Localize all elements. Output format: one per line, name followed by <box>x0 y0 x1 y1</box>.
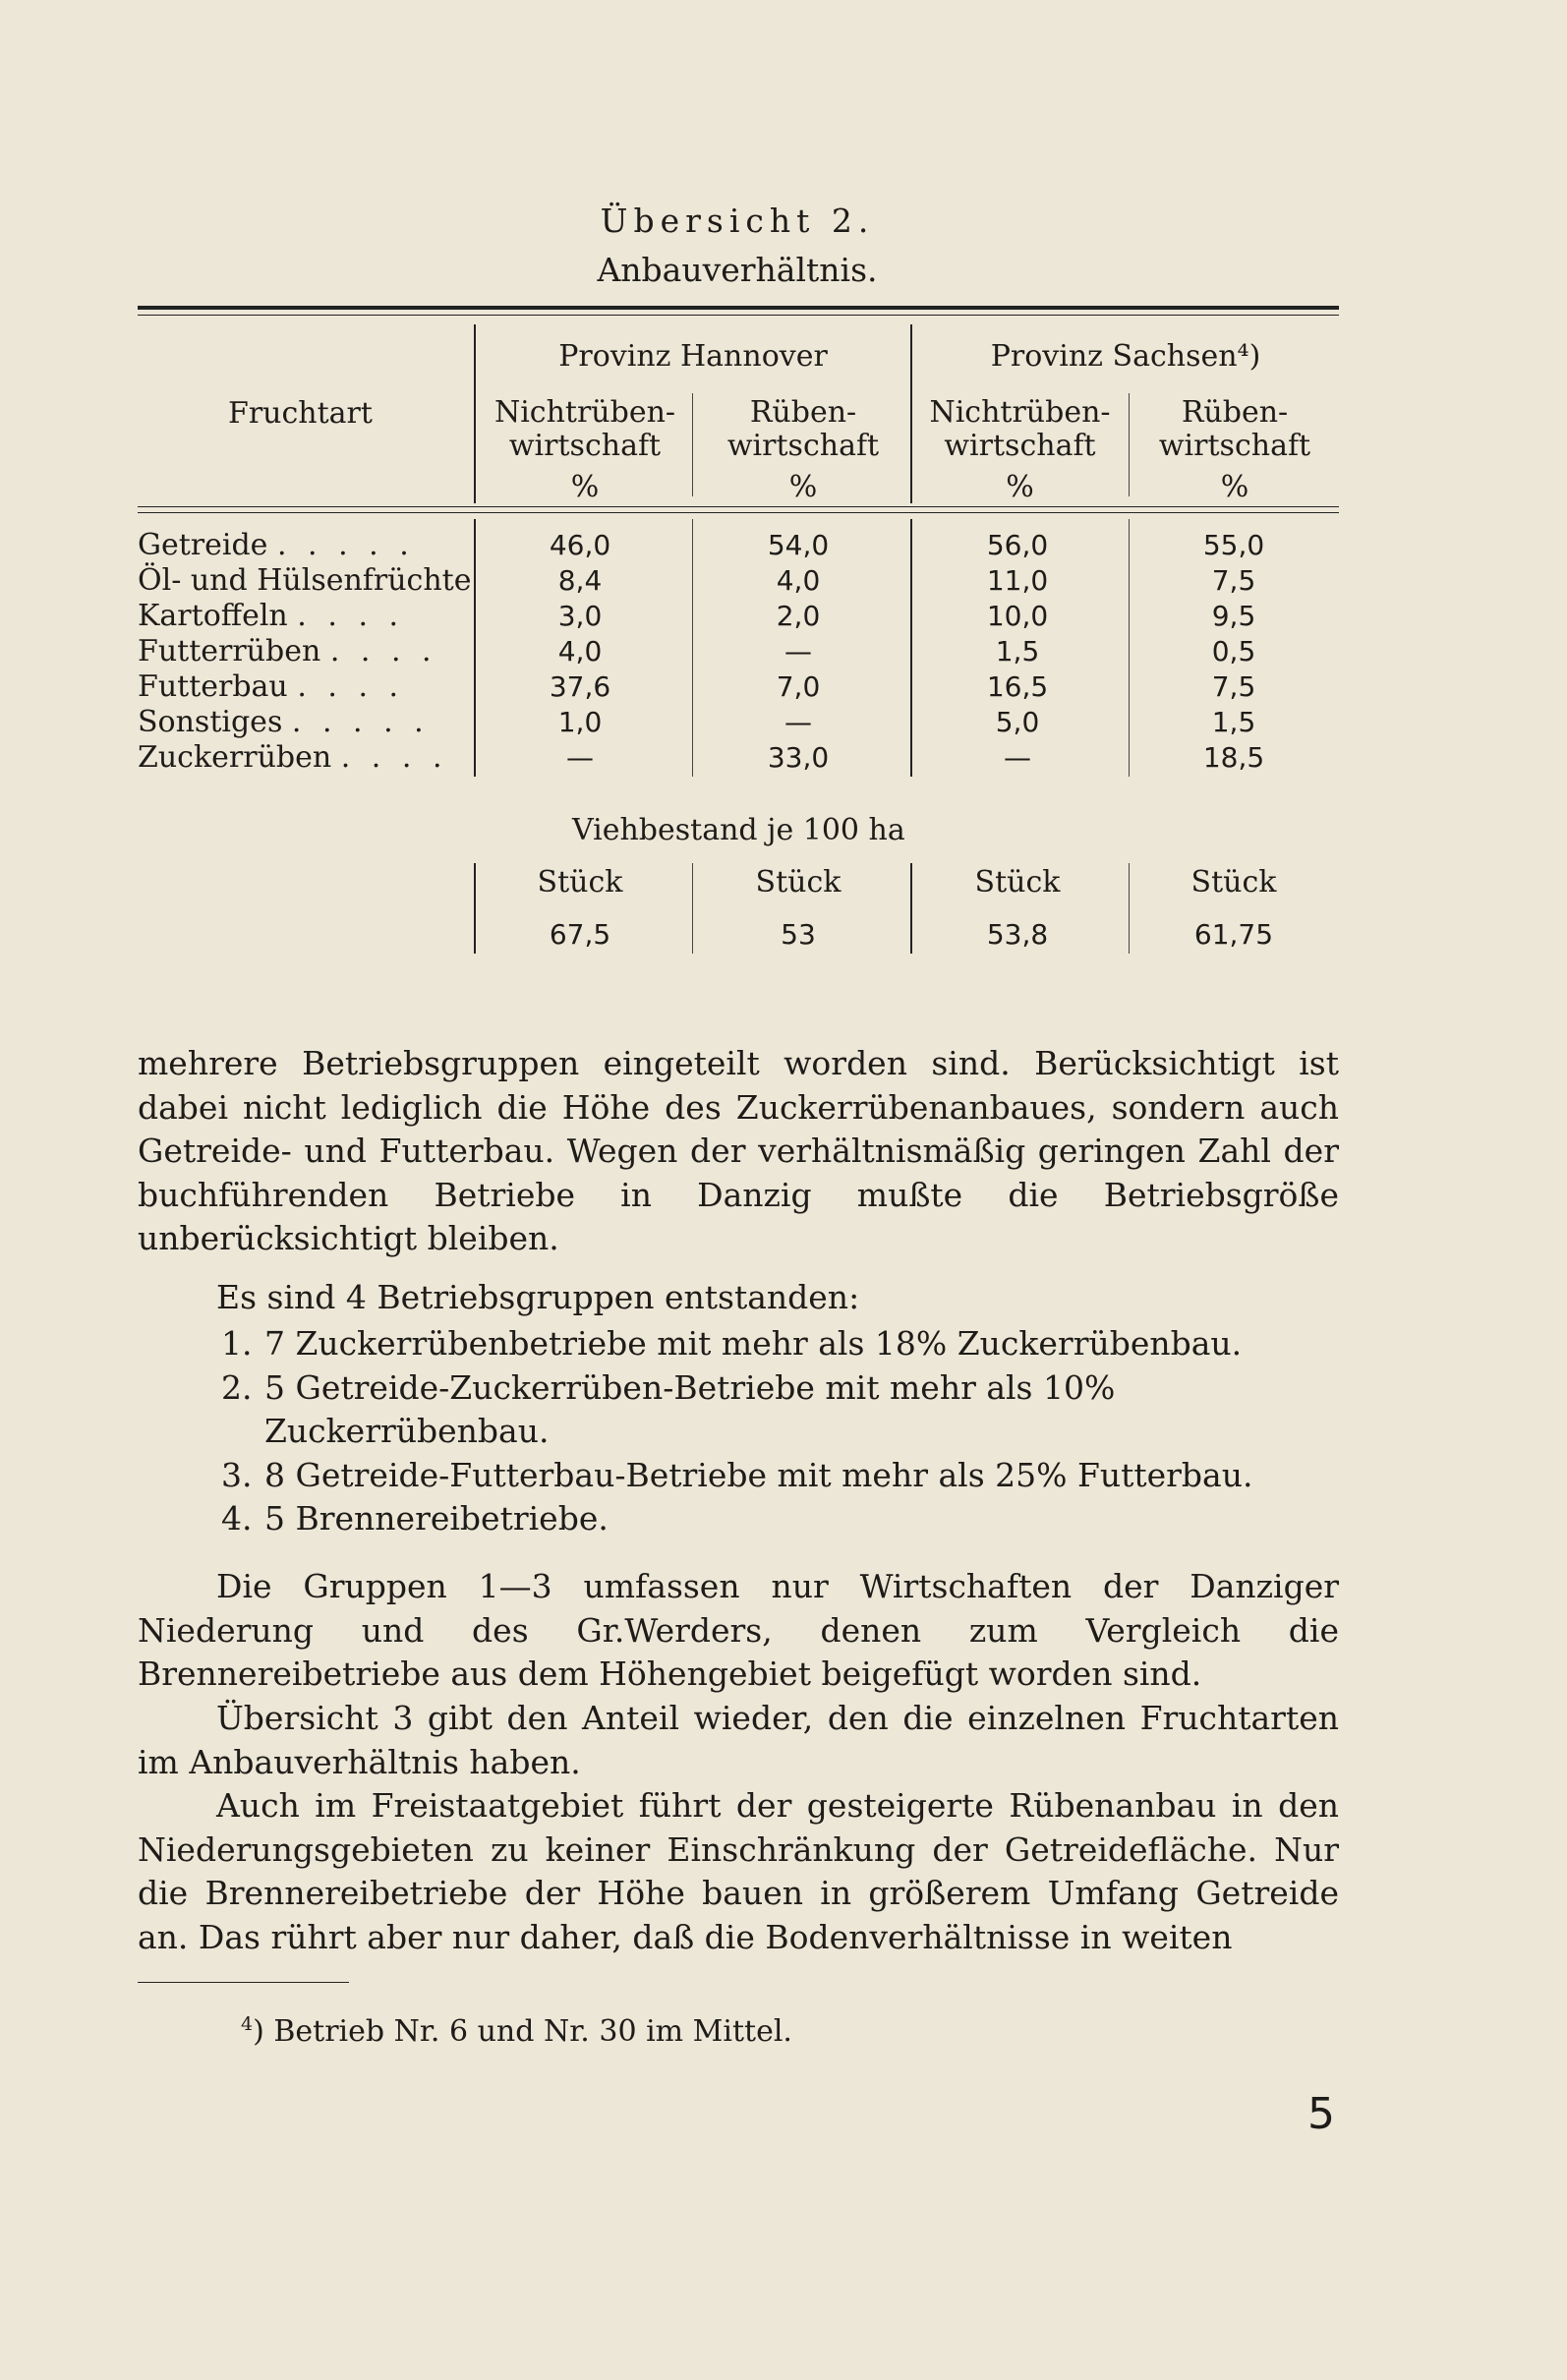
subheader-4-line2: wirtschaft <box>1158 429 1311 463</box>
row-label: Futterbau <box>138 669 288 704</box>
row-value: 7,0 <box>776 670 821 703</box>
row-value: 5,0 <box>995 706 1040 738</box>
livestock-unit: Stück <box>755 865 842 900</box>
row-label: Kartoffeln <box>138 599 288 633</box>
paragraph-5: Auch im Freistaatgebiet führt der gesteigerte Rübenanbau in den Niederungsgebieten zu keiner Einschränkung der Getreidefläche. Nur die Brennereibetriebe der Höhe bauen in größerem Umfang Getreide an. Das rührt aber nur daher, daß die Bodenverhältnisse in weiten <box>138 1786 1339 1956</box>
livestock-divider-4 <box>1129 863 1130 954</box>
livestock-divider-1 <box>474 863 476 954</box>
paragraph-2: Es sind 4 Betriebsgruppen entstanden: <box>216 1278 860 1316</box>
row-dots: . . . . . <box>276 528 415 562</box>
subheader-1-line2: wirtschaft <box>508 429 662 463</box>
row-label: Zuckerrüben <box>138 740 332 775</box>
subheader-1-unit: % <box>570 470 600 504</box>
subheader-2-unit: % <box>788 470 818 504</box>
row-value: — <box>784 706 812 738</box>
row-dots: . . . . <box>340 740 448 775</box>
subheader-4-line1: Rüben- <box>1181 395 1289 430</box>
footnote <box>241 2013 792 2049</box>
livestock-value: 67,5 <box>549 918 611 951</box>
row-dots: . . . . <box>297 669 405 704</box>
livestock-unit: Stück <box>974 865 1061 900</box>
list-item: 4. 5 Brennereibetriebe. <box>221 1499 609 1538</box>
footnote-text: ) Betrieb Nr. 6 und Nr. 30 im Mittel. <box>253 2014 792 2049</box>
list-item: 3. 8 Getreide-Futterbau-Betriebe mit mehr als 25% Futterbau. <box>221 1455 1253 1494</box>
row-value: 10,0 <box>986 600 1049 632</box>
subheader-3-unit: % <box>1006 470 1034 504</box>
list-item: 2. 5 Getreide-Zuckerrüben-Betriebe mit mehr als 10% Zuckerrübenbau. <box>221 1367 1116 1450</box>
group-header-sachsen: Provinz Sachsen⁴) <box>990 339 1261 374</box>
subheader-2-line2: wirtschaft <box>726 429 880 463</box>
row-value: 4,0 <box>557 635 603 668</box>
row-value: 16,5 <box>986 670 1049 703</box>
row-value: 3,0 <box>557 600 603 632</box>
paragraph-4: Übersicht 3 gibt den Anteil wieder, den die einzelnen Fruchtarten im Anbauverhältnis haben. <box>138 1699 1339 1781</box>
row-value: 55,0 <box>1202 529 1265 561</box>
paragraph-3: Die Gruppen 1—3 umfassen nur Wirtschaften der Danziger Niederung und des Gr.Werders, denen zum Vergleich die Brennereibetriebe aus dem Höhengebiet beigefügt worden sind. <box>138 1567 1339 1693</box>
table-caption-label: Übersicht 2. <box>600 202 875 240</box>
row-value: 0,5 <box>1211 635 1256 668</box>
row-dots: . . . . <box>297 599 405 633</box>
subheader-3-line2: wirtschaft <box>944 429 1096 463</box>
header-divider-3 <box>910 324 912 503</box>
livestock-divider-3 <box>910 863 912 954</box>
footnote-mark: 4 <box>241 2013 254 2035</box>
row-value: 7,5 <box>1211 564 1256 597</box>
row-value: 46,0 <box>549 529 611 561</box>
row-label: Sonstiges <box>138 705 283 739</box>
row-value: 54,0 <box>767 529 830 561</box>
header-bottom-rule-2 <box>138 512 1339 513</box>
row-value: 8,4 <box>557 564 603 597</box>
row-value: — <box>566 741 594 774</box>
page-number: 5 <box>1307 2089 1335 2139</box>
list-item: 1. 7 Zuckerrübenbetriebe mit mehr als 18% Zuckerrübenbau. <box>221 1324 1243 1363</box>
header-divider-4 <box>1129 393 1130 496</box>
subheader-1-line1: Nichtrüben- <box>493 395 676 430</box>
row-value: 9,5 <box>1211 600 1256 632</box>
livestock-label: Viehbestand je 100 ha <box>572 813 905 847</box>
header-bottom-rule <box>138 506 1339 507</box>
row-dots: . . . . <box>329 634 437 668</box>
row-value: 7,5 <box>1211 670 1256 703</box>
row-value: 33,0 <box>767 741 830 774</box>
row-label: Öl- und Hülsenfrüchte <box>138 563 472 598</box>
row-value: 2,0 <box>776 600 821 632</box>
row-label: Getreide <box>138 528 268 562</box>
row-value: 37,6 <box>549 670 611 703</box>
first-column-header: Fruchtart <box>228 396 373 431</box>
row-value: 1,5 <box>1211 706 1256 738</box>
body-divider-3 <box>910 519 912 777</box>
livestock-value: 61,75 <box>1193 918 1274 951</box>
table-top-rule-thin <box>138 315 1339 316</box>
livestock-unit: Stück <box>537 865 623 900</box>
row-value: 56,0 <box>986 529 1049 561</box>
table-top-rule <box>138 306 1339 310</box>
livestock-divider-2 <box>692 863 693 954</box>
row-dots: . . . . . <box>291 705 430 739</box>
row-value: 1,5 <box>995 635 1040 668</box>
row-value: — <box>784 635 812 668</box>
header-divider-2 <box>692 393 693 496</box>
row-value: 18,5 <box>1202 741 1265 774</box>
row-value: — <box>1004 741 1031 774</box>
body-divider-2 <box>692 519 693 777</box>
livestock-value: 53 <box>781 918 816 951</box>
group-header-hannover: Provinz Hannover <box>558 339 828 374</box>
subheader-2-line1: Rüben- <box>749 395 857 430</box>
livestock-value: 53,8 <box>986 918 1049 951</box>
subheader-4-unit: % <box>1220 470 1249 504</box>
table-caption-title: Anbauverhältnis. <box>597 251 878 289</box>
subheader-3-line1: Nichtrüben- <box>929 395 1111 430</box>
paragraph-1: mehrere Betriebsgruppen eingeteilt worden sind. Berücksichtigt ist dabei nicht lediglich die Höhe des Zuckerrübenanbaues, sondern auch Getreide- und Futterbau. Wegen der verhältnismäßig geringen Zahl der buchführenden Betriebe in Danzig mußte die Betriebsgröße unberücksichtigt bleiben. <box>138 1044 1339 1257</box>
livestock-unit: Stück <box>1190 865 1277 900</box>
body-divider-4 <box>1129 519 1130 777</box>
header-divider-1 <box>474 324 476 503</box>
group-list <box>221 1322 1339 1541</box>
row-value: 11,0 <box>986 564 1049 597</box>
row-label: Futterrüben <box>138 634 321 668</box>
footnote-rule <box>138 1982 349 1983</box>
row-value: 1,0 <box>557 706 603 738</box>
body-divider-1 <box>474 519 476 777</box>
row-value: 4,0 <box>776 564 821 597</box>
